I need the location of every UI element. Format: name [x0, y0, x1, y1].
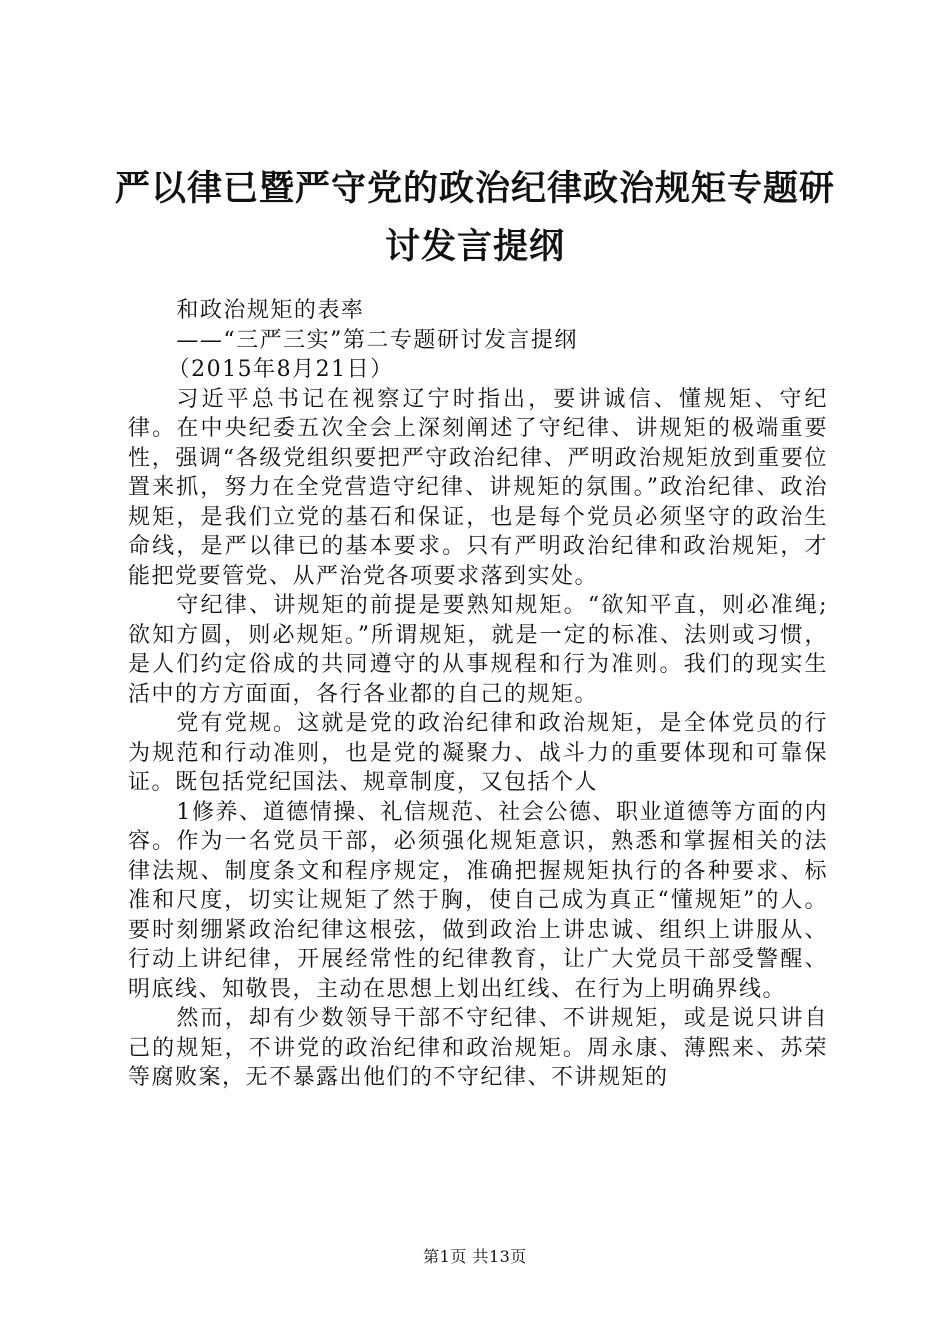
document-body	[128, 296, 828, 1093]
paragraph: 然而，却有少数领导干部不守纪律、不讲规矩，或是说只讲自己的规矩，不讲党的政治纪律和政治规矩。周永康、薄熙来、苏荣等腐败案，无不暴露出他们的不守纪律、不讲规矩的	[128, 1006, 828, 1090]
paragraph: 1修养、道德情操、礼信规范、社会公德、职业道德等方面的内容。作为一名党员干部，必须强化规矩意识，熟悉和掌握相关的法律法规、制度条文和程序规定，准确把握规矩执行的各种要求、标准和尺度，切实让规矩了然于胸，使自己成为真正“懂规矩”的人。要时刻绷紧政治纪律这根弦，做到政治上讲忠诚、组织上讲服从、行动上讲纪律，开展经常性的纪律教育，让广大党员干部受警醒、明底线、知敬畏，主动在思想上划出红线、在行为上明确界线。	[128, 799, 828, 1002]
document-title	[110, 160, 840, 276]
subtitle-line-2: ——“三严三实”第二专题研讨发言提纲	[176, 327, 578, 353]
title-line-1: 严以律已暨严守党的政治纪律政治规矩专题研	[114, 169, 835, 209]
title-line-2: 讨发言提纲	[384, 227, 565, 267]
subtitle-line-1: 和政治规矩的表率	[176, 298, 365, 323]
page-footer: 第1页 共13页	[423, 1247, 527, 1266]
paragraph: 习近平总书记在视察辽宁时指出，要讲诚信、懂规矩、守纪律。在中央纪委五次全会上深刻阐述了守纪律、讲规矩的极端重要性，强调“各级党组织要把严守政治纪律、严明政治规矩放到重要位置来抓，努力在全党营造守纪律、讲规矩的氛围。”政治纪律、政治规矩，是我们立党的基石和保证，也是每个党员必须坚守的政治生命线，是严以律已的基本要求。只有严明政治纪律和政治规矩，才能把党要管党、从严治党各项要求落到实处。	[128, 386, 828, 589]
paragraph: 守纪律、讲规矩的前提是要熟知规矩。“欲知平直，则必准绳;欲知方圆，则必规矩。”所谓规矩，就是一定的标准、法则或习惯，是人们约定俗成的共同遵守的从事规程和行为准则。我们的现实生活中的方方面面，各行各业都的自己的规矩。	[128, 593, 828, 707]
document-date: （2015年8月21日）	[167, 357, 394, 382]
paragraph: 党有党规。这就是党的政治纪律和政治规矩，是全体党员的行为规范和行动准则，也是党的凝聚力、战斗力的重要体现和可靠保证。既包括党纪国法、规章制度，又包括个人	[128, 711, 828, 795]
